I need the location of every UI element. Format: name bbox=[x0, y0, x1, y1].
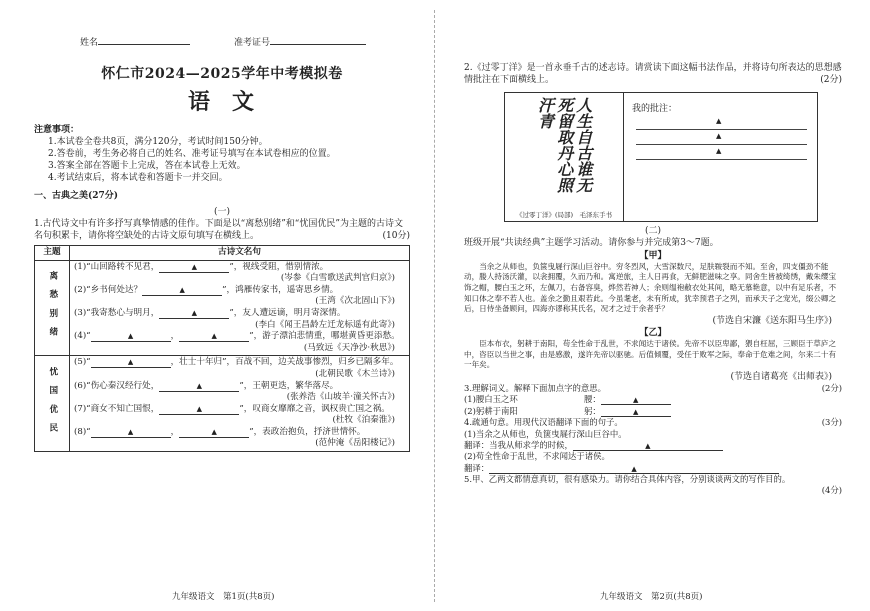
poem-source: (岑参《白雪歌送武判官归京》) bbox=[280, 273, 395, 284]
answer-blank[interactable] bbox=[159, 381, 239, 392]
table-head-lines: 古诗文名句 bbox=[70, 245, 410, 260]
poem-tail: ”，王朝更迭，繁华落尽。 bbox=[239, 380, 339, 391]
poem-source: (北朝民歌《木兰诗》) bbox=[315, 368, 395, 379]
part-label: (一) bbox=[213, 206, 231, 217]
blank-marker: ▲ bbox=[645, 441, 651, 450]
passage-jia: 当余之从师也，负箧曳屣行深山巨谷中。穷冬烈风，大雪深数尺，足肤皲裂而不知。至舍，四支僵劲不能动，媵人持汤沃灌，以衾拥覆，久而乃和。寓逆旅，主人日再食，无鲜肥滋味之享。同舍生皆被绮绣，戴朱缨宝饰之帽，腰白玉之环，左佩刀，右备容臭，烨然若神人；余则缊袍敝衣处其间，略无慕艳意，以中有足乐者，不知口体之奉不若人也。盖余之勤且艰若此。今虽耄老，未有所成，犹幸预君子之列，而承天子之宠光，缀公卿之后，日侍坐备顾问，四海亦谬称其氏名，况才之过于余者乎？ bbox=[464, 261, 837, 314]
poem-tail: 百战不回，边关战事惨烈，归乡已隔多年。 bbox=[235, 357, 399, 368]
q4-trans-label: 翻译： bbox=[464, 462, 490, 473]
poem-tail: ”，游子漂泊悲情重，哪堪黄昏更添愁。 bbox=[249, 331, 400, 342]
poem-table bbox=[34, 245, 410, 452]
passage-source: (节选自宋濂《送东阳马生序》) bbox=[712, 315, 832, 326]
subject-title: 语文 bbox=[187, 89, 276, 116]
answer-blank[interactable] bbox=[179, 331, 249, 342]
poem-line: (1)“山回路转不见君， bbox=[74, 261, 160, 272]
footer-left: 九年级语文 第1页(共8页) bbox=[172, 591, 275, 602]
exam-title: 怀仁市2024—2025学年中考模拟卷 bbox=[101, 66, 343, 83]
poem-line: (7)“商女不知亡国恨， bbox=[74, 403, 160, 414]
answer-blank[interactable] bbox=[159, 308, 229, 319]
answer-blank[interactable] bbox=[573, 440, 723, 451]
name-label: 姓名 bbox=[80, 38, 99, 48]
passage-yi: 臣本布衣，躬耕于南阳，苟全性命于乱世，不求闻达于诸侯。先帝不以臣卑鄙，猥自枉屈，三顾臣于草庐之中，咨臣以当世之事，由是感激，遂许先帝以驱驰。后值倾覆，受任于败军之际，奉命于危难之间，尔来二十有一年矣。 bbox=[464, 339, 837, 370]
left-page bbox=[0, 0, 432, 611]
poem-row bbox=[74, 404, 405, 416]
blank-marker: ▲ bbox=[179, 285, 185, 294]
answer-blank[interactable] bbox=[91, 331, 171, 342]
section-title: 一、古典之美(27分) bbox=[34, 191, 119, 202]
blank-marker: ▲ bbox=[211, 332, 217, 341]
poem-source: (范仲淹《岳阳楼记》) bbox=[315, 438, 395, 449]
poem-line: (8)“ bbox=[74, 426, 91, 437]
passage-title-yi: 【乙】 bbox=[639, 327, 667, 338]
calligraphy-block bbox=[504, 92, 818, 222]
q4-score: (3分) bbox=[821, 417, 842, 428]
poem-line: (4)“ bbox=[74, 331, 91, 342]
footer-right: 九年级语文 第2页(共8页) bbox=[600, 591, 703, 602]
q1-score: (10分) bbox=[382, 230, 410, 241]
poem-tail: ”，视线受阻，惜别情浓。 bbox=[229, 261, 329, 272]
poem-row bbox=[74, 357, 405, 369]
q1-text bbox=[34, 218, 410, 242]
passage-source: (节选自诸葛亮《出师表》) bbox=[730, 371, 832, 382]
page-divider bbox=[434, 10, 435, 602]
q2-body: 2.《过零丁洋》是一首永垂千古的述志诗。请赏读下面这幅书法作品，并将诗句所表达的思想感情批注在下面横线上。 bbox=[464, 63, 842, 86]
poem-row bbox=[74, 381, 405, 393]
poem-tail: ”，友人遭远谪，明月寄深情。 bbox=[229, 307, 346, 318]
notice-item: 1.本试卷全卷共8页，满分120分，考试时间150分钟。 bbox=[48, 136, 268, 147]
poem-tail: ”，叹商女靡靡之音，讽权贵亡国之祸。 bbox=[239, 403, 390, 414]
answer-blank[interactable] bbox=[601, 394, 671, 405]
poem-mid: ， bbox=[170, 426, 180, 437]
right-page bbox=[438, 0, 870, 611]
notice-item: 2.答卷前，考生务必将自己的姓名、准考证号填写在本试卷相应的位置。 bbox=[48, 149, 336, 159]
poem-source: (李白《闻王昌龄左迁龙标遥有此寄》) bbox=[255, 319, 395, 330]
theme-cell: 忧国优民 bbox=[35, 356, 70, 452]
poem-line: (5)“ bbox=[74, 357, 91, 368]
notice bbox=[34, 124, 410, 185]
calligraphy-chars: 人生自古谁无死留取丹心照汗青 bbox=[535, 97, 593, 194]
notice-item: 4.考试结束后，将本试卷和答题卡一并交回。 bbox=[48, 173, 228, 184]
q4-translation bbox=[464, 440, 842, 451]
passage-title-jia: 【甲】 bbox=[639, 250, 667, 261]
poem-row bbox=[74, 331, 405, 343]
q4-text bbox=[464, 417, 842, 428]
header-fields bbox=[34, 34, 410, 49]
q5-score: (4分) bbox=[821, 485, 842, 496]
blank-marker: ▲ bbox=[716, 117, 722, 126]
table-head-theme: 主题 bbox=[35, 245, 70, 260]
q4-sentence: (2)苟全性命于乱世，不求闻达于诸侯。 bbox=[464, 451, 610, 462]
q3-item bbox=[464, 394, 842, 405]
q4-sentence: (1)当余之从师也，负箧曳屣行深山巨谷中。 bbox=[464, 428, 627, 439]
poem-row bbox=[74, 308, 405, 320]
notice-title: 注意事项： bbox=[34, 124, 80, 135]
q3-question: (1)腰白玉之环 bbox=[464, 394, 518, 405]
poem-line: (2)“乡书何处达？ bbox=[74, 284, 143, 295]
q3-item bbox=[464, 406, 842, 417]
q4-body: 4.疏通句意。用现代汉语翻译下面的句子。 bbox=[464, 417, 623, 428]
note-area bbox=[624, 93, 817, 221]
note-line[interactable] bbox=[636, 115, 807, 130]
poem-source: (张养浩《山坡羊·潼关怀古》) bbox=[286, 392, 395, 403]
answer-blank[interactable] bbox=[91, 427, 171, 438]
answer-blank[interactable] bbox=[159, 404, 239, 415]
q3-score: (2分) bbox=[821, 383, 842, 394]
answer-blank[interactable] bbox=[179, 427, 249, 438]
poem-source: (马致远《天净沙·秋思》) bbox=[303, 342, 395, 353]
name-line bbox=[98, 34, 190, 45]
answer-blank[interactable] bbox=[159, 262, 229, 273]
poem-row bbox=[74, 427, 405, 439]
blank-marker: ▲ bbox=[196, 404, 203, 413]
answer-blank[interactable] bbox=[489, 463, 779, 474]
poem-row bbox=[74, 262, 405, 274]
notice-item: 3.答案全部在答题卡上完成，答在本试卷上无效。 bbox=[48, 161, 246, 172]
answer-blank[interactable] bbox=[142, 285, 222, 296]
note-line[interactable] bbox=[636, 130, 807, 145]
q3-answer-label: 腰： bbox=[584, 394, 601, 405]
poem-source: (王湾《次北固山下》) bbox=[315, 296, 395, 307]
blank-marker: ▲ bbox=[127, 427, 134, 436]
calligraphy-image bbox=[505, 93, 624, 221]
q5-text bbox=[464, 474, 842, 485]
q3-text bbox=[464, 383, 842, 394]
q3-answer-label: 躬： bbox=[584, 405, 601, 416]
ticket-label: 准考证号 bbox=[234, 38, 271, 48]
answer-blank[interactable] bbox=[91, 357, 171, 368]
answer-blank[interactable] bbox=[601, 406, 671, 417]
calligraphy-caption: 《过零丁洋》(局部) 毛泽东手书 bbox=[515, 210, 613, 219]
blank-marker: ▲ bbox=[716, 132, 722, 141]
theme-content bbox=[70, 260, 410, 356]
q4-translation bbox=[464, 463, 842, 474]
blank-marker: ▲ bbox=[633, 407, 639, 416]
poem-tail: ”，鸿雁传家书，遥寄思乡情。 bbox=[222, 284, 339, 295]
poem-row bbox=[74, 285, 405, 297]
theme-cell: 离愁别绪 bbox=[35, 260, 70, 356]
q2-score: (2分) bbox=[820, 75, 842, 86]
note-line[interactable] bbox=[636, 145, 807, 160]
blank-marker: ▲ bbox=[716, 147, 722, 156]
q4-trans-label: 翻译：当我从师求学的时候， bbox=[464, 439, 573, 450]
q3-question: (2)躬耕于南阳 bbox=[464, 405, 518, 416]
blank-marker: ▲ bbox=[127, 358, 134, 367]
poem-line: (3)“我寄愁心与明月， bbox=[74, 307, 160, 318]
poem-source: (杜牧《泊秦淮》) bbox=[332, 415, 395, 426]
q5-body: 5.甲、乙两文都情意真切，很有感染力。请你结合具体内容，分别谈谈两文的写作目的。 bbox=[464, 473, 791, 484]
blank-marker: ▲ bbox=[196, 381, 203, 390]
blank-marker: ▲ bbox=[191, 262, 198, 271]
poem-tail: ”，表政治抱负，抒济世情怀。 bbox=[249, 426, 366, 437]
q2-text bbox=[464, 62, 842, 86]
blank-marker: ▲ bbox=[127, 332, 134, 341]
poem-mid: ，壮士十年归”， bbox=[170, 357, 236, 368]
q1-body: 1.古代诗文中有许多抒写真挚情感的佳作。下面是以“离愁别绪”和“忧国优民”为主题的古诗文名句积累卡，请你将空缺处的古诗文原句填写在横线上。 bbox=[34, 218, 403, 241]
part-label: (二) bbox=[644, 226, 662, 237]
blank-marker: ▲ bbox=[633, 396, 639, 405]
blank-marker: ▲ bbox=[191, 308, 198, 317]
ticket-line bbox=[270, 34, 366, 45]
activity-text: 班级开展“共读经典”主题学习活动。请你参与并完成第3～7题。 bbox=[464, 238, 719, 249]
poem-line: (6)“伤心秦汉经行处， bbox=[74, 380, 160, 391]
q3-body: 3.理解词义。解释下面加点字的意思。 bbox=[464, 383, 606, 394]
theme-content bbox=[70, 356, 410, 452]
note-label: 我的批注： bbox=[632, 104, 678, 115]
blank-marker: ▲ bbox=[211, 427, 217, 436]
poem-mid: ， bbox=[170, 331, 180, 342]
blank-marker: ▲ bbox=[631, 464, 637, 473]
